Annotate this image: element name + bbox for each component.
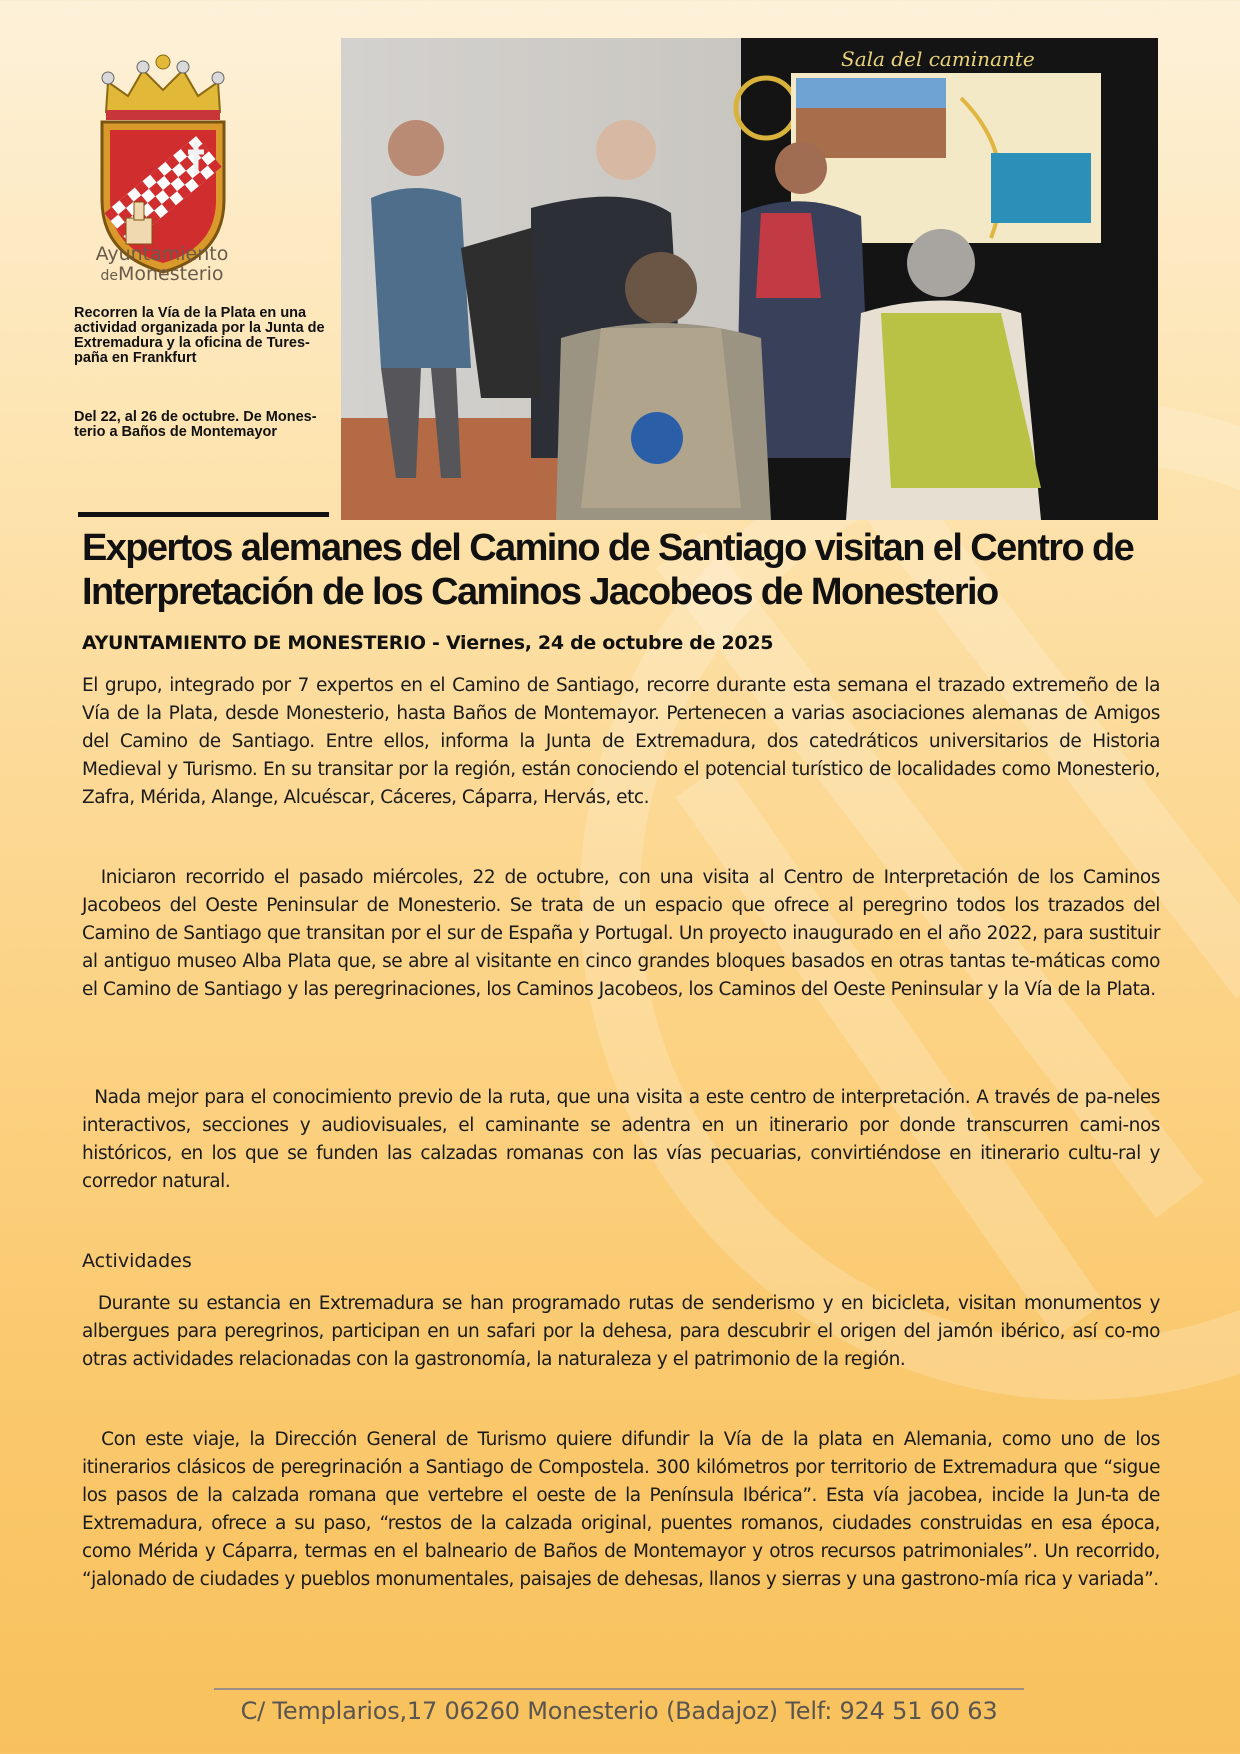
article-paragraph: Con este viaje, la Dirección General de Turismo quiere difundir la Vía de la plata en Alemania, como uno de los itinerarios clásicos de peregrinación a Santiago de Compostela. 300 kilómetros por territorio de Extremadura que “sigue los pasos de la calzada romana que vertebre el oeste de la Península Ibérica”. Esta vía jacobea, incide la Jun-ta de Extremadura, ofrece a su paso, “restos de la calzada original, puentes romanos, ciudades construidas en esa época, como Mérida y Cáparra, termas en el balneario de Baños de Montemayor y otros recursos patrimoniales”. Un recorrido, “jalonado de ciudades y pueblos monumentales, paisajes de dehesas, llanos y sierras y una gastrono-mía rica y variada”.: [82, 1429, 1160, 1590]
article-byline: AYUNTAMIENTO DE MONESTERIO - Viernes, 24 de octubre de 2025: [82, 632, 774, 654]
article-paragraph: Durante su estancia en Extremadura se han programado rutas de senderismo y en bicicleta, visitan monumentos y albergues para peregrinos, participan en un safari por la dehesa, para descubrir el origen del jamón ibérico, así co-mo otras actividades relacionadas con la gastronomía, la naturaleza y el patrimonio de la región.: [82, 1293, 1160, 1370]
display-title: Sala del caminante: [841, 47, 1035, 71]
logo-text-ayuntamiento: Ayuntamiento: [95, 243, 229, 265]
article-paragraph: Nada mejor para el conocimiento previo de la ruta, que una visita a este centro de interpretación. A través de pa-neles interactivos, secciones y audiovisuales, el caminante se adentra en un itinerario por donde transcurren cami-nos históricos, en los que se funden las calzadas romanas con las vías pecuarias, convirtiéndose en itinerario cultu-ral y corredor natural.: [82, 1087, 1160, 1192]
section-subheading: Actividades: [82, 1250, 192, 1272]
article-summary: Recorren la Vía de la Plata en una actividad organizada por la Junta de Extremadura y la oficina de Tures-paña en Frankfurt: [74, 305, 325, 366]
article-paragraph: El grupo, integrado por 7 expertos en el Camino de Santiago, recorre durante esta semana el trazado extremeño de la Vía de la Plata, desde Monesterio, hasta Baños de Montemayor. Pertenecen a varias asociaciones alemanas de Amigos del Camino de Santiago. Entre ellos, informa la Junta de Extremadura, dos catedráticos universitarios de Historia Medieval y Turismo. En su transitar por la región, están conociendo el potencial turístico de localidades como Monesterio, Zafra, Mérida, Alange, Alcuéscar, Cáceres, Cáparra, Hervás, etc.: [82, 675, 1160, 808]
headline-rule: [78, 512, 329, 517]
article-dates: Del 22, al 26 de octubre. De Mones-terio a Baños de Montemayor: [74, 409, 317, 440]
visitors-photo: [341, 38, 1158, 520]
logo-text-de: de: [100, 268, 118, 284]
article-headline: Expertos alemanes del Camino de Santiago visitan el Centro de Interpretación de los Caminos Jacobeos de Monesterio: [82, 527, 1134, 613]
article-paragraph: Iniciaron recorrido el pasado miércoles, 22 de octubre, con una visita al Centro de Interpretación de los Caminos Jacobeos del Oeste Peninsular de Monesterio. Se trata de un espacio que ofrece al peregrino todos los trazados del Camino de Santiago que transitan por el sur de España y Portugal. Un proyecto inaugurado en el año 2022, para sustituir al antiguo museo Alba Plata que, se abre al visitante en cinco grandes bloques basados en otras tantas te-máticas como el Camino de Santiago y las peregrinaciones, los Caminos Jacobeos, los Caminos del Oeste Peninsular y la Vía de la Plata.: [82, 867, 1160, 1000]
footer-address: C/ Templarios,17 06260 Monesterio (Badajoz) Telf: 924 51 60 63: [240, 1697, 998, 1725]
logo-caption: [72, 244, 252, 286]
footer-rule: [214, 1688, 1024, 1690]
logo-text-monesterio: Monesterio: [117, 263, 224, 285]
